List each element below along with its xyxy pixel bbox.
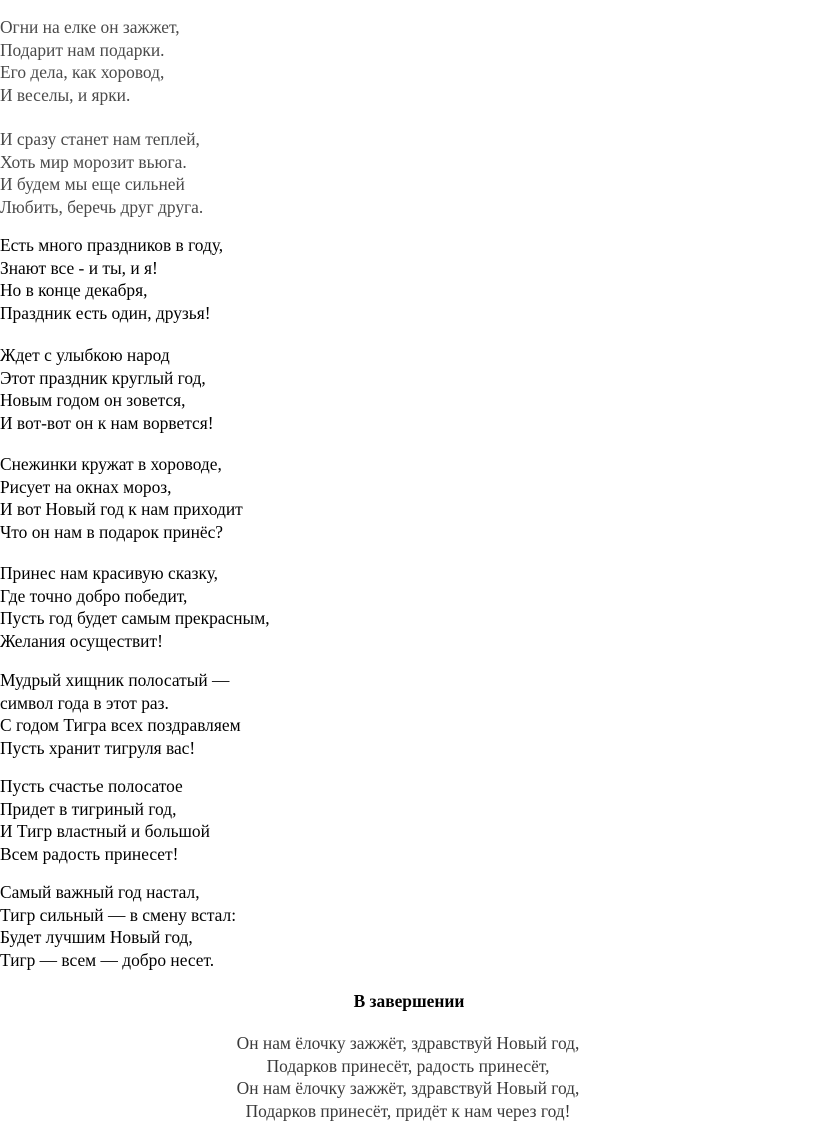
poem-line: Будет лучшим Новый год, — [0, 927, 193, 948]
poem-line: Этот праздник круглый год, — [0, 367, 206, 388]
poem-line: Хоть мир морозит вьюга. — [0, 151, 187, 172]
closing-stanza — [0, 1032, 816, 1122]
poem-stanza-8 — [0, 775, 210, 865]
poem-line: Тигр сильный — в смену встал: — [0, 904, 237, 925]
poem-line: Где точно добро победит, — [0, 585, 188, 606]
poem-line: Мудрый хищник полосатый — — [0, 670, 230, 690]
poem-line: Всем радость принесет! — [0, 843, 179, 864]
poem-line: И вот-вот он к нам ворвется! — [0, 412, 214, 433]
poem-stanza-2 — [0, 128, 203, 218]
poem-line: Любить, беречь друг друга. — [0, 196, 204, 217]
poem-stanza-3 — [0, 234, 223, 324]
poem-line: И будем мы еще сильней — [0, 174, 185, 195]
poem-stanza-5 — [0, 453, 243, 543]
poem-line: Самый важный год настал, — [0, 882, 200, 902]
poem-line: Что он нам в подарок принёс? — [0, 521, 224, 542]
poem-line: символ года в этот раз. — [0, 692, 169, 713]
poem-stanza-1 — [0, 16, 180, 106]
poem-line: С годом Тигра всех поздравляем — [0, 715, 241, 736]
poem-line: Рисует на окнах мороз, — [0, 476, 172, 497]
poem-line: Пусть хранит тигруля вас! — [0, 737, 196, 758]
poem-line: Его дела, как хоровод, — [0, 62, 165, 83]
closing-heading: В завершении — [353, 991, 465, 1011]
poem-line: Огни на елке он зажжет, — [0, 17, 180, 37]
poem-line: Ждет с улыбкою народ — [0, 345, 170, 365]
poem-line: Придет в тигриный год, — [0, 798, 177, 819]
poem-stanza-7 — [0, 669, 241, 759]
poem-line: Принес нам красивую сказку, — [0, 563, 219, 583]
poem-line: Пусть счастье полосатое — [0, 776, 183, 796]
poem-line: И веселы, и ярки. — [0, 84, 131, 105]
poem-line: Знают все - и ты, и я! — [0, 257, 158, 278]
poem-line: И Тигр властный и большой — [0, 821, 210, 842]
poem-line: Желания осуществит! — [0, 630, 163, 651]
poem-line: И вот Новый год к нам приходит — [0, 499, 243, 520]
poem-line: Тигр — всем — добро несет. — [0, 949, 215, 970]
poem-line: И сразу станет нам теплей, — [0, 129, 200, 149]
poem-line: Пусть год будет самым прекрасным, — [0, 608, 270, 629]
poem-line: Подарков принесёт, придёт к нам через год! — [245, 1100, 571, 1121]
poem-line: Он нам ёлочку зажжёт, здравствуй Новый год, — [236, 1078, 580, 1099]
poem-line: Он нам ёлочку зажжёт, здравствуй Новый год, — [236, 1033, 580, 1053]
poem-stanza-4 — [0, 344, 214, 434]
poem-line: Праздник есть один, друзья! — [0, 302, 211, 323]
poem-line: Новым годом он зовется, — [0, 390, 186, 411]
poem-stanza-9 — [0, 881, 236, 971]
poem-line: Но в конце декабря, — [0, 280, 148, 301]
poem-line: Подарит нам подарки. — [0, 39, 165, 60]
poem-stanza-6 — [0, 562, 270, 652]
poem-line: Снежинки кружат в хороводе, — [0, 454, 222, 474]
poem-line: Есть много праздников в году, — [0, 235, 224, 255]
poem-line: Подарков принесёт, радость принесёт, — [266, 1055, 550, 1076]
